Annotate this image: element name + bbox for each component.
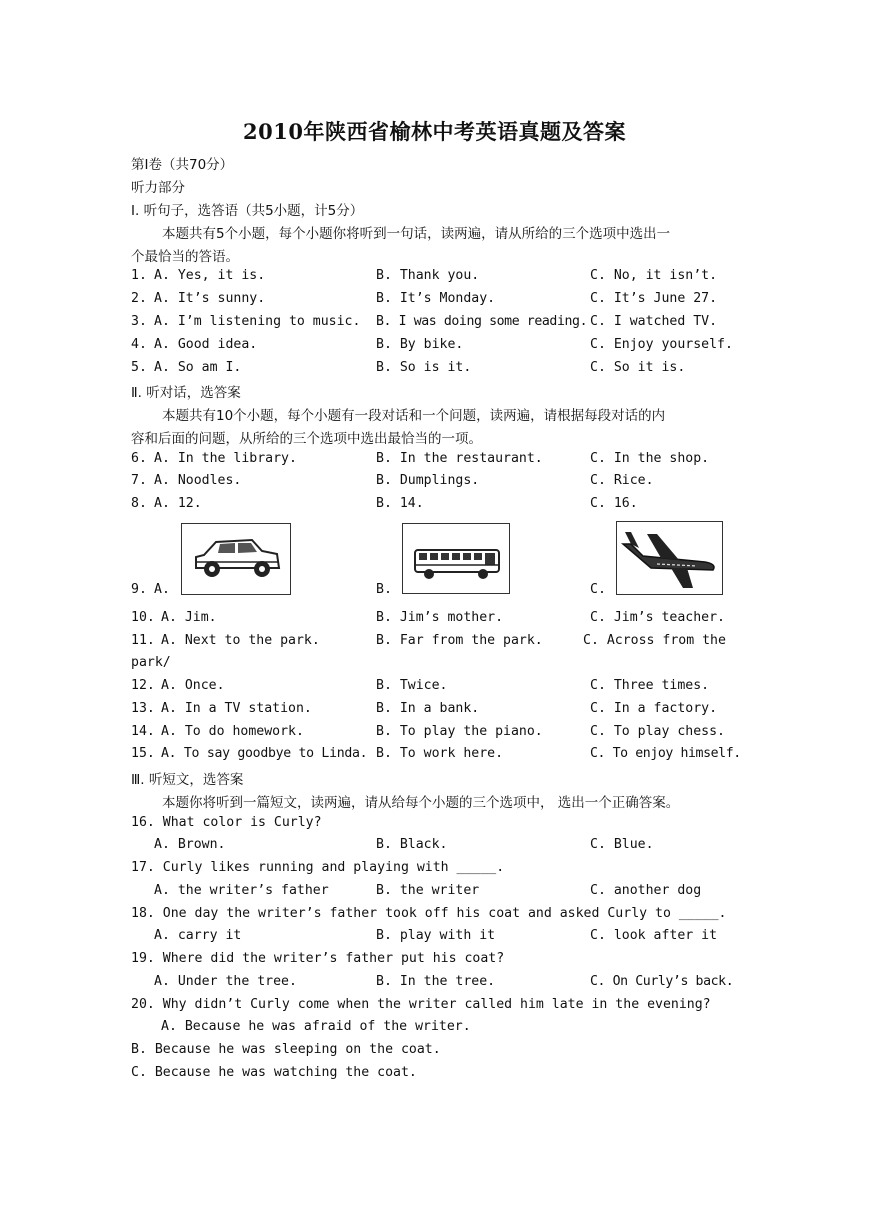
option-c: C. Across from the (583, 633, 726, 648)
option-a: A. Once. (161, 678, 225, 693)
option-a: A. To do homework. (161, 724, 304, 739)
option-c: C. In a factory. (590, 701, 718, 716)
option-c: C. look after it (590, 928, 718, 943)
option-b: B. In the restaurant. (376, 451, 543, 466)
option-b: B. Dumplings. (376, 473, 480, 488)
option-b: B. To play the piano. (376, 724, 543, 739)
question-number: 11. (131, 633, 155, 648)
option-c-wrap: park/ (131, 655, 171, 670)
part2-instruction-line2: 容和后面的问题，从所给的三个选项中选出最恰当的一项。 (131, 431, 482, 447)
part3-heading: Ⅲ. 听短文，选答案 (131, 772, 244, 788)
option-a: A. I’m listening to music. (154, 314, 361, 329)
option-b: B. By bike. (376, 337, 464, 352)
option-c: C. It’s June 27. (590, 291, 718, 306)
option-a: A. So am I. (154, 360, 242, 375)
part2-heading: Ⅱ. 听对话，选答案 (131, 385, 241, 401)
option-c: C. Enjoy yourself. (590, 337, 733, 352)
question-stem: 18. One day the writer’s father took off his coat and asked Curly to _____. (131, 906, 727, 921)
option-b: B. To work here. (376, 746, 504, 761)
option-c: C. I watched TV. (590, 314, 718, 329)
part2-instruction-line1: 本题共有10个小题，每个小题有一段对话和一个问题，读两遍，请根据每段对话的内 (162, 408, 666, 424)
question-stem: 20. Why didn’t Curly come when the writer called him late in the evening? (131, 997, 711, 1012)
option-c: C. So it is. (590, 360, 686, 375)
option-a: A. In a TV station. (161, 701, 312, 716)
option-b: B. Jim’s mother. (376, 610, 504, 625)
option-a: A. Next to the park. (161, 633, 320, 648)
option-c: C. In the shop. (590, 451, 710, 466)
question-number: 4. (131, 337, 147, 352)
question-stem: 19. Where did the writer’s father put his coat? (131, 951, 505, 966)
option-a: A. the writer’s father (154, 883, 329, 898)
option-a: A. In the library. (154, 451, 297, 466)
option-b: B. the writer (376, 883, 480, 898)
question-number: 13. (131, 701, 155, 716)
option-b: B. So is it. (376, 360, 472, 375)
option-b: B. I was doing some reading. (376, 314, 588, 329)
question-number: 9. (131, 582, 147, 597)
option-c: C. To enjoy himself. (590, 746, 741, 761)
question-number: 6. (131, 451, 147, 466)
option-b: B. Twice. (376, 678, 448, 693)
option-c: C. Jim’s teacher. (590, 610, 725, 625)
option-a: A. To say goodbye to Linda. (161, 746, 368, 761)
question-stem: 17. Curly likes running and playing with _____. (131, 860, 505, 875)
part1-instruction-line1: 本题共有5个小题，每个小题你将听到一句话，读两遍，请从所给的三个选项中选出一 (162, 226, 671, 242)
option-c: C. To play chess. (590, 724, 725, 739)
option-a: A. Brown. (154, 837, 226, 852)
option-a: A. Jim. (161, 610, 217, 625)
option-c: C. Because he was watching the coat. (131, 1065, 417, 1080)
page-title: 2010年陕西省榆林中考英语真题及答案 (243, 119, 626, 144)
question-number: 10. (131, 610, 155, 625)
option-c: C. (590, 582, 606, 597)
listening-section-label: 听力部分 (131, 180, 185, 196)
car-picture (181, 523, 291, 595)
question-number: 14. (131, 724, 155, 739)
option-b: B. Thank you. (376, 268, 480, 283)
question-number: 3. (131, 314, 147, 329)
option-a: A. (154, 582, 170, 597)
part1-instruction-line2: 个最恰当的答语。 (131, 249, 239, 265)
option-a: A. Good idea. (154, 337, 258, 352)
option-b: B. 14. (376, 496, 424, 511)
option-b: B. Far from the park. (376, 633, 543, 648)
option-b: B. In a bank. (376, 701, 480, 716)
question-number: 8. (131, 496, 147, 511)
question-number: 5. (131, 360, 147, 375)
question-number: 1. (131, 268, 147, 283)
option-a: A. Yes, it is. (154, 268, 266, 283)
option-b: B. Black. (376, 837, 448, 852)
option-b: B. Because he was sleeping on the coat. (131, 1042, 441, 1057)
option-c: C. another dog (590, 883, 702, 898)
option-c: C. 16. (590, 496, 638, 511)
option-b: B. play with it (376, 928, 496, 943)
option-c: C. On Curly’s back. (590, 974, 734, 989)
question-number: 2. (131, 291, 147, 306)
option-c: C. Blue. (590, 837, 654, 852)
option-b: B. It’s Monday. (376, 291, 496, 306)
question-number: 7. (131, 473, 147, 488)
question-number: 15. (131, 746, 155, 761)
part1-heading: Ⅰ. 听句子，选答语（共5小题，计5分） (131, 203, 364, 219)
bus-picture (402, 523, 510, 594)
option-c: C. Rice. (590, 473, 654, 488)
option-a: A. Under the tree. (154, 974, 297, 989)
part3-instruction: 本题你将听到一篇短文，读两遍，请从给每个小题的三个选项中， 选出一个正确答案。 (162, 795, 680, 811)
option-a: A. Noodles. (154, 473, 242, 488)
question-stem: 16. What color is Curly? (131, 815, 322, 830)
airplane-picture (616, 521, 723, 595)
option-c: C. No, it isn’t. (590, 268, 718, 283)
option-a: A. 12. (154, 496, 202, 511)
question-number: 12. (131, 678, 155, 693)
option-c: C. Three times. (590, 678, 710, 693)
option-a: A. It’s sunny. (154, 291, 266, 306)
option-a: A. carry it (154, 928, 242, 943)
option-b: B. In the tree. (376, 974, 496, 989)
paper-part-label: 第Ⅰ卷（共70分） (131, 157, 234, 173)
option-a: A. Because he was afraid of the writer. (161, 1019, 471, 1034)
option-b: B. (376, 582, 392, 597)
